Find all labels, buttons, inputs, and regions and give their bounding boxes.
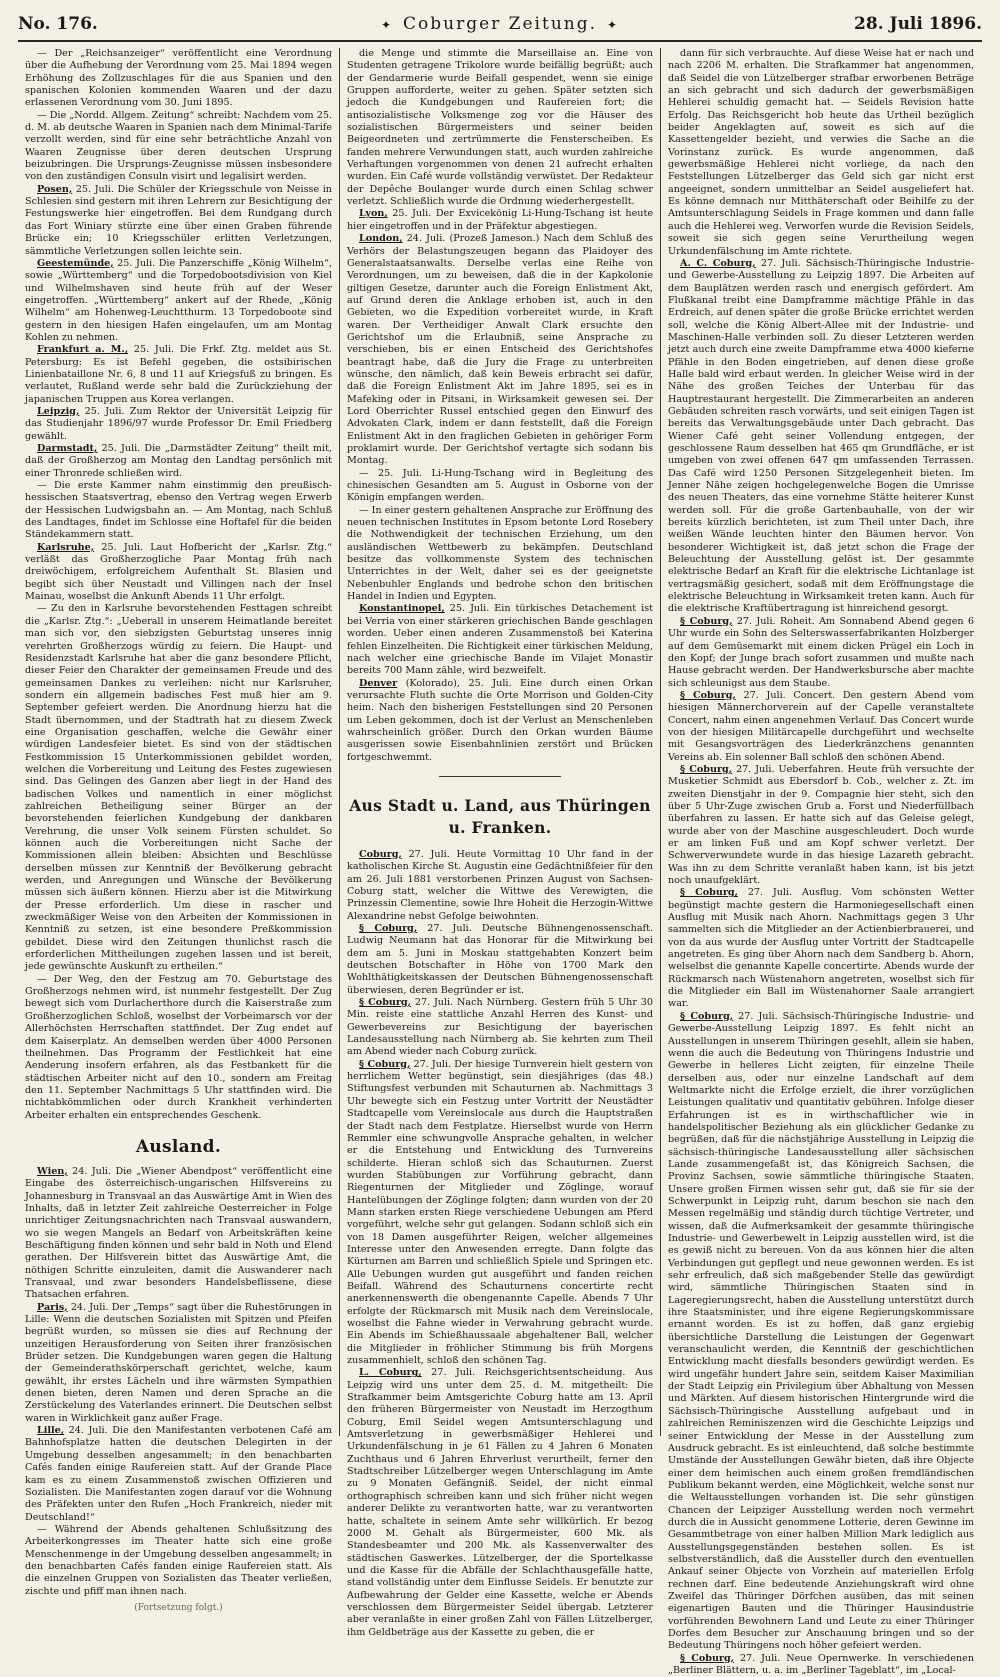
dateline: § Coburg, [680,689,736,701]
article-text: 25. Juli. Zum Rektor der Universität Leipzig für das Studienjahr 1896/97 wurde Professor Dr. Emil Friedberg gewählt. [25,405,332,442]
article-paragraph [25,443,332,480]
column-1 [18,48,339,1613]
dateline: London, [359,233,403,245]
article-text: 27. Juli. Sächsisch-Thüringische Industrie- und Gewerbe-Ausstellung Leipzig 1897. Es fehlt nicht an Ausstellungen in unserem Thüringen gesehlt, allein sie haben, wenn die auch die Bedeutung von Thüringens Industrie und Gewerbe in helleres Licht zeigten, für einzelne Theile derselben aus, oder nur einzelne Landschaft auf dem Weltmarkte nicht die Erfolge erzielt, die ihrer vorzüglichen Leistungen qualitativ und quantitativ gebühren. Infolge dieser Erfahrungen ist es in wirthschaftlicher wie in handelspolitischer Beziehung als ein glücklicher Gedanke zu begrüßen, daß für die nächstjährige Ausstellung in Leipzig die sächsisch-thüringische Landesausstellung aller sächsischen Lande zusammengefaßt ist, das Königreich Sachsen, die Provinz Sachsen, sowie sämmtliche thüringische Staaten. Unsere großen Firmen wissen sehr gut, daß sie für sie der Schwerpunkt in Leipzig ruht, darum beschon sie nach den Messen regelmäßig und ständig durch tüchtige Vertreter, und wissen, daß die Aufmerksamkeit der gesammte thüringische Industrie- und Gewerbewelt in Leipzig ausstellen wird, ist die es gewiß nicht zu bereuen. Von da aus können hier die alten Verbindungen gut gepflegt und neue gewonnen werden. Es ist sehr erfreulich, daß sich maßgebender Stelle das gewürdigt wird, sämmtliche Thüringischen Staaten sind in Lageregierungsrecht, haben die Ausstellung unterstützt durch ihre Staatsminister, und ihre eigene Regierungskommissare ernannt worden. Es ist zu hoffen, daß ganz ergiebig übersichtliche Darstellung die Leistungen der Gegenwart veranschaulicht werden, die Kenntniß der geschichtlichen Entwicklung macht diesfalls besonders gewürdigt werden. Es wird ungefähr hundert Jahre sein, seitdem Kaiser Maximilian der Stadt Leipzig ein Privilegium über Abhaltung von Messen und Märkten. Auf diesem historischen Hintergrunde wird die Sächsisch-Thüringische Ausstellung aufgebaut und in zahlreichen Reminiszenzen wird die Geschichte Leipzigs und seiner Entwicklung der Messe in der Ausstellung zum Ausdruck gebracht. Es ist einleuchtend, daß solche bestimmte Umstände der Ausstellungen Gewähr bieten, daß ihre Objecte einer dem heimischen auch einem großen fremdländischen Publikum bekannt werden, eine Möglichkeit, welche sonst nur die Weltausstellungen vorhanden ist. Die sehr günstigen Chancen der Leipziger Ausstellung werden noch vermehrt durch die in Aussicht genommene Lotterie, deren Gewinne im Gesammtbetrage von einer halben Million Mark lediglich aus Ausstellungsgegenständen bestehen sollen. Es ist selbstverständlich, daß die Aussteller durch den eventuellen Ankauf seiner Objecte von Vorzhein auf materiellen Erfolg rechnen darf. Eine bedeutende Anziehungskraft wird ohne Zweifel das Thüringer Dörfchen ausüben, das mit seinen eigenartigen Bauten und die Thüringer Hausindustrie vorführenden Bewohnern Land und Leute zu einer Thüringer Dorfes dem Besucher zur Anschauung bringen und so der Bedeutung Thüringens noch höher gefeiert werden. [668,1010,974,1652]
article-paragraph [347,997,653,1059]
article-text: 24. Juli. Die „Wiener Abendpost“ veröffentlicht eine Eingabe des österreichisch-ungarischen Hilfsvereins zu Johannesburg in Transvaal an das Auswärtige Amt in Wien des Inhalts, daß in letzter Zeit zahlreiche Oesterreicher in Folge unrichtiger Zeitungsnachrichten nach Transvaal auswandern, wo sie wegen Mangels an Bedarf von Arbeitskräften keine Beschäftigung finden können und sehr bald in Noth und Elend gerathen. Der Hilfsverein bittet das Auswärtige Amt, die nöthigen Schritte einzuleiten, damit die Auswanderer nach Transvaal, und zwar besonders Handelsbeflissene, diese Thatsachen erfahren. [25,1165,332,1301]
article-text: 25. Juli. Der Exvicekönig Li-Hung-Tschang ist heute hier eingetroffen und in der Präfektur abgestiegen. [347,208,653,232]
column-2 [339,48,660,1638]
article-paragraph [25,406,332,443]
newspaper-title [371,14,629,34]
article-text: 25. Juli. Die Schüler der Kriegsschule von Neisse in Schlesien sind gestern mit ihren Lehrern zur Besichtigung der Festungswerke hier eingetroffen. Bei dem Rundgang durch das Fort Winiary stürzte eine über einen Graben führende Brücke ein; 10 Kriegsschüler erlitten Verletzungen, sämmtliche Verletzungen sollen leichte sein. [25,183,332,257]
article-paragraph [25,542,332,604]
article-text: (Kolorado), 25. Juli. Eine durch einen Orkan verursachte Fluth suchte die Orte Morrison und Golden-City heim. Nach den bisherigen Feststellungen sind 20 Personen um Leben gekommen, doch ist der Verlust an Menschenleben wahrscheinlich größer. Durch den Orkan wurden Bäume ausgerissen sowie Eisenbahnlinien zerstört und Brücken fortgeschwemmt. [347,677,653,763]
article-paragraph: — Die „Nordd. Allgem. Zeitung“ schreibt: Nachdem vom 25. d. M. ab deutsche Waaren in Spanien nach dem Minimal-Tarife verzollt werden, sind für eine sehr beträchtliche Anzahl von Waaren Zeugnisse über deren deutschen Ursprung beizubringen. Die Ursprungs-Zeugnisse müssen insbesondere von den zuständigen Consuln visirt und legalisirt werden. [25,109,332,183]
dateline: Darmstadt, [37,443,98,454]
article-text: 25. Juli. Die „Darmstädter Zeitung“ theilt mit, daß der Großherzog am Montag den Landtag persönlich mit einer Thronrede schließen wird. [25,443,332,479]
article-paragraph [668,616,974,690]
article-paragraph: die Menge und stimmte die Marseillaise an. Eine von Studenten getragene Trikolore wurde beifällig begrüßt; auch der Gendarmerie wurde Beifall gespendet, wenn sie einige Gruppen aufforderte, weiter zu gehen. Später setzten sich jedoch die Kundgebungen und Raufereien fort; die antisozialistische Volksmenge zog vor die Häuser des sozialistischen Bürgermeisters und seiner beiden Beigeordneten und zertrümmerte die Fensterscheiben. Es fanden mehrere Verwundungen statt, auch wurden zahlreiche Verhaftungen vorgenommen von denen 21 aufrecht erhalten wurden. Ein Café wurde vollständig verwüstet. Der Redakteur der Depêche Boulanger wurde durch einen Schlag schwer verletzt. Schließlich wurde die Ordnung wiederhergestellt. [347,48,653,208]
dateline: § Coburg, [359,997,411,1009]
dateline: Leipzig, [37,405,80,417]
article-text: 24. Juli. Der „Temps“ sagt über die Ruhestörungen in Lille: Wenn die deutschen Sozialisten mit Spitzen und Pfeifen begrüßt wurden, so müssen sie dies auf Rechnung der unzeitigen Herausforderung von Seiten ihrer französischen Brüder setzen. Die Kundgebungen waren gegen die Haltung der Gemeinderathskörperschaft gerichtet, welche, kaum gewählt, ihr erstes Lächeln und ihre wärmsten Sympathien denen bieten, deren Namen und deren Sprache an die Zerstückelung des Vaterlandes erinnert. Die Deutschen selbst waren in Wirklichkeit ganz außer Frage. [25,1301,332,1424]
dateline: § Coburg, [680,1652,735,1664]
article-text: 27. Juli. Ausflug. Vom schönsten Wetter begünstigt machte gestern die Harmoniegesellschaft einen Ausflug mit Musik nach Ahorn. Nachmittags gegen 3 Uhr sammelten sich die Mitglieder an der Actienbierbrauerei, und von da aus wurde der Ausflug unter Vortritt der Stadtcapelle angetreten. Es ging über Ahorn nach dem Sandberg b. Ahorn, welselbst die genannte Kapelle concertirte. Abends wurde der Rückmarsch nach Wüstenahorn angetreten, woselbst sich für die Mitglieder ein Ball im Wüstenahorner Saale arrangiert war. [668,887,974,1010]
dateline: Frankfurt a. M., [37,344,129,356]
dateline: Paris, [37,1301,68,1313]
dateline: § Coburg, [680,1010,734,1022]
dateline: Lyon, [359,208,388,220]
article-paragraph: — Die erste Kammer nahm einstimmig den preußisch-hessischen Staatsvertrag, ebenso den Vertrag wegen Erwerb der Hessischen Ludwigsbahn an. — Am Montag, nach Schluß des Landtages, findet im Schlosse eine Hoftafel für die beiden Ständekammern statt. [25,480,332,541]
article-paragraph [25,1425,332,1524]
continuation-note: (Fortsetzung folgt.) [134,1602,223,1613]
article-paragraph [347,233,653,468]
article-paragraph [668,764,974,887]
article-paragraph [347,923,653,997]
article-text: 27. Juli. Concert. Den gestern Abend vom hiesigen Männerchorverein auf der Capelle veranstaltete Concert, nahm einen angenehmen Verlauf. Das Concert wurde von der hiesigen Militärcapelle durchgeführt und wechselte mit Gesangsvorträgen des Liederkränzchens genannten Vereins ab. Ein solenner Ball schloß den schönen Abend. [668,689,974,763]
article-paragraph: dann für sich verbrauchte. Auf diese Weise hat er nach und nach 2206 M. erhalten. Die Strafkammer hat angenommen, daß Seidel die von Lützelberger strafbar erworbenen Beträge an sich gebracht und sich dadurch der gewerbsmäßigen Hehlerei schuldig gemacht hat. — Seidels Revision hatte Erfolg. Das Reichsgericht hob heute das Urtheil bezüglich beider Angeklagten auf, soweit es sich auf die Kassettengelder bezieht, und verwies die Sache an die Vorinstanz zurück. Es wurde angenommen, daß gewerbsmäßige Hehlerei nicht vorliege, da nach den Feststellungen Lützelberger das Geld sich gar nicht erst angeeignet, sondern unmittelbar an Seidel ausgeliefert hat. Es könne demnach nur Mitthäterschaft oder Beihilfe zu der Amtsunterschlagung Seidels in Frage kommen und dann falle auch die Hehlerei weg. Verworfen wurde die Revision Seidels, soweit sie sich gegen seine Verurtheilung wegen Urkundenfälschung im Amte richtete. [668,48,974,257]
article-text: 27. Juli. Sächsisch-Thüringische Industrie- und Gewerbe-Ausstellung zu Leipzig 1897. Die Arbeiten auf dem Bauplätzen werden rasch und energisch gefördert. Am Flußkanal treibt eine Dampframme mächtige Pfähle in das Erdreich, auf denen später die große Brücke errichtet werden soll, welche die König Albert-Allee mit der Industrie- und Maschinen-Halle verbinden soll. Zu dieser Letzteren werden jetzt auch durch eine zweite Dampframme etwa 4000 kieferne Pfähle in den Boden eingetrieben, auf denen diese große Halle bald wird erbaut werden. In gleicher Weise wird in der Nähe des großen Teiches der Unterbau für das Hauptrestaurant hergestellt. Die Zimmerarbeiten an anderen Gebäuden schreiten rasch vorwärts, und seit einigen Tagen ist bereits das Verwaltungsgebäude unter Dach gebracht. Das Wiener Café geht seiner Vollendung entgegen, der geschlossene Raum desselben hat 465 qm Grundfläche, er ist umgeben von zwei offenen 647 qm umfassenden Terrassen. Das Café wird 1250 Personen Sitzgelegenheit bieten. Im Jenner Nähe zeigen hochgelegenwelche Bogen die Umrisse des neuen Theaters, das eine vornehme Stätte heiterer Kunst werden soll. Für die große Gartenbauhalle, von der wir bereits kürzlich berichteten, ist zum Theil unter Dach, ihre weißen Wände leuchten hinter den Bäumen hervor. Von besonderer Wichtigkeit ist, daß jetzt schon die Frage der Beleuchtung der Ausstellung gelöst ist. Der gesammte elektrische Bedarf an Kraft für die elektrische Lichtanlage ist vertragsmäßig gesichert, sodaß mit dem Eröffnungstage die elektrische Beleuchtung in Wirksamkeit treten kann. Auch für die elektrische Kraftübertragung ist hinreichend gesorgt. [668,257,975,615]
issue-date: 28. Juli 1896. [854,14,982,34]
article-paragraph [347,603,653,677]
dateline: Lille, [37,1425,65,1437]
dateline: Geestemünde, [37,257,114,269]
column-3 [660,48,981,1677]
article-paragraph: — Der „Reichsanzeiger“ veröffentlicht eine Verordnung über die Aufhebung der Verordnung vom 25. Mai 1894 wegen Erhöhung des Zollzuschlages für die aus Spanien und den spanischen Kolonien kommenden Waaren und der dazu erlassenen Verordnung vom 30. Juni 1895. [25,48,332,109]
dateline: § Coburg, [680,887,738,899]
dateline: Posen, [37,183,73,195]
article-paragraph: — In einer gestern gehaltenen Ansprache zur Eröffnung des neuen technischen Institutes in Epsom betonte Lord Rosebery die Nothwendigkeit der technischen Erziehung, um den ausländischen Wettbewerb zu bekämpfen. Deutschland besitze das vollkommenste System des technischen Unterrichtes in der Welt, daher sei es der geeignetste Nebenbuhler Englands und bedrohe schon den britischen Handel in Indien und Egypten. [347,504,653,603]
article-paragraph: — Zu den in Karlsruhe bevorstehenden Festtagen schreibt die „Karlsr. Ztg.“: „Ueberall in unserem Heimatlande bereitet man sich vor, den siebzigsten Geburtstag unseres innig verehrten Großherzogs würdig zu feiern. Die Haupt- und Residenzstadt Karlsruhe hat aber die ganz besondere Pflicht, dieser Feier den Charakter der gemeinsamen Freude und des gemeinsamen Dankes zu verleihen: nicht nur Karlsruher, sondern ein allgemein badisches Fest muß hier am 9. September gefeiert werden. Die Anordnung hierzu hat die Stadt übernommen, und der Stadtrath hat zu diesem Zweck eine Organisation geschaffen, welche die Gewähr einer würdigen Landesfeier bietet. Es sind von der städtischen Festkommission 15 Unterkommissionen gebildet worden, welchen die Vorbereitung und Leitung des Festes zugewiesen sind. Das Gelingen des Ganzen aber liegt in der Hand des badischen Volkes und namentlich in einer möglichst zahlreichen Betheiligung seiner Bürger an der bevorstehenden feierlichen Kundgebung der dankbaren Verehrung, die unser Volk seinem Fürsten schuldet. So können auch die Vorbereitungen nicht Sache der Kommissionen allein bleiben: Absichten und Beschlüsse derselben müssen zur Kenntniß der Bevölkerung gebracht werden, und Anregungen und Wünsche der Bevölkerung müssen sich äußern können. Hierzu aber ist die Mitwirkung der Presse erforderlich. Um diese in rascher und zweckmäßiger Weise von den Arbeiten der Kommissionen in Kenntniß zu setzen, ist eine besondere Preßkommission gebildet. Diese wird den Zeitungen thunlichst rasch die erforderlichen Mittheilungen zugehen lassen und ist bereit, jede gewünschte Auskunft zu ertheilen.“ [25,603,332,973]
article-paragraph [25,344,332,406]
dateline: Konstantinopel, [359,603,445,615]
article-text: 25. Juli. Laut Hofbericht der „Karlsr. Ztg.“ verläßt das Großherzogliche Paar Montag früh nach dreiwöchigem, erfolgreichem Aufenthalt St. Blasien und begibt sich über Neustadt und Villingen nach der Insel Mainau, woselbst die Ankunft Abends 11 Uhr erfolgt. [25,541,332,603]
article-paragraph [25,184,332,258]
article-paragraph [668,887,974,1010]
article-text: 27. Juli. Reichsgerichtsentscheidung. Aus Leipzig wird uns unter dem 25. d. M. mitgetheilt: Die Strafkammer beim Amtsgerichte Coburg hatte am 13. April den früheren Bürgermeister von Neustadt im Herzogthum Coburg, Emil Seidel wegen Amtsunterschlagung und Amtsverletzung in gewerbsmäßiger Hehlerei und Urkundenfälschung in je 61 Fällen zu 4 Jahren 6 Monaten Zuchthaus und 6 Jahren Ehrverlust verurtheilt, ferner den Stadtschreiber Lützelberger wegen Unterschlagung im Amte zu 9 Monaten Gefängniß. Seidel, der nicht einmal orthographisch schreiben kann und sich früher nicht wegen anderer Delikte zu verantworten hatte, war zu verantworten hatte, schaltete in seinem Amte sehr willkürlich. Er bezog 2000 M. Gehalt als Bürgermeister, 600 Mk. als Standesbeamter und 200 Mk. als Kassenverwalter des städtischen Gaswerkes. Lützelberger, der die Sportelkasse und die Kasse für die Abfälle der Schlachthausgefälle hatte, stand vollständig unter dem Einflusse Seidels. Er benutzte zur Aufbewahrung der Gelder eine Kassette, welche er Abends verschlossen dem Bürgermeister Seidel übergab. Letzterer aber veranlaßte in einer großen Zahl von Fällen Lützelberger, ihm Geldbeträge aus der Kassette zu geben, die er [347,1367,653,1638]
article-paragraph [25,1166,332,1302]
section-divider [439,776,561,777]
section-heading: Ausland. [135,1136,222,1157]
dateline: Karlsruhe, [37,541,95,553]
article-text: 24. Juli. (Prozeß Jameson.) Nach dem Schluß des Verhörs der Belastungszeugen begann das Plaidoyer des Generalstaatsanwalts. Derselbe verlas eine Reihe von Verordnungen, um zu beweisen, daß die in der Kapkolonie giltigen Gesetze, darunter auch die Foreign Enlistment Akt, auf Grund deren die Anklage erhoben ist, auch in den Gebieten, wo die Expedition vorbereitet wurde, in Kraft waren. Der Vertheidiger Anwalt Clark ersuchte den Gerichtshof um die Erlaubniß, seine Ansprache zu verschieben, bis er einen Entscheid des Gerichtshofes beantragt habe, daß die Jury die Frage zu unterbreiten wünsche, den nämlich, daß kein Beweis erbracht sei dafür, daß die Foreign Enlistment Akt im Jahre 1895, sei es in Mafeking oder in Pitsani, in Wirksamkeit gewesen sei. Der Lord Oberrichter Russel entschied gegen den Einwurf des Advokaten Clark, indem er dann feststellt, daß die Foreign Enlistment Akt in den fraglichen Gebieten in gehöriger Form proklamirt wurde. Der Gerichtshof vertagte sich sodann bis Montag. [347,233,653,467]
left-ornament-icon: ✦ [380,17,393,32]
article-text: 27. Juli. Deutsche Bühnengenossenschaft. Ludwig Neumann hat das Honorar für die Mitwirkung bei dem am 5. Juni in Moskau stattgehabten Konzert beim deutschen Botschafter in Höhe von 1700 Mark den Wohlthätigkeitskassen der Deutschen Bühnengenossenschaft überwiesen, deren Begründer er ist. [347,923,653,996]
article-text: 27. Juli. Der hiesige Turnverein hielt gestern von herrlichem Wetter begünstigt, sein diesjähriges (das 48.) Stiftungsfest verbunden mit Schauturnen ab. Nachmittags 3 Uhr bewegte sich ein Festzug unter Vortritt der Neustädter Stadtcapelle vom Vereinslocale aus durch die Hauptstraßen der Stadt nach dem Festplatze. Hierselbst wurde von Herrn Remmler eine schwungvolle Ansprache gehalten, in welcher er die Entstehung und Entwicklung des Turnvereins schilderte. Hieran schloß sich das Schauturnen. Zuerst wurden Stabübungen zur Vorführung gebracht, dann Riegenturnen der Mitglieder und Zöglinge, worauf Hantelübungen der Zöglinge folgten; dann wurden von der 20 Mann starken ersten Riege verschiedene Uebungen am Pferd vorgeführt, welche sehr gut gelangen. Sodann schloß sich ein von 18 Damen ausgeführter Reigen, welcher allgemeines Interesse unter den Anwesenden erregte. Dann folgte das Kürturnen am Barren und schließlich Spiele und Springen etc. Alle Uebungen wurden gut ausgeführt und fanden reichen Beifall. Während des Schauturnens concertirte recht anerkennenswerth die obengenannte Capelle. Abends 7 Uhr erfolgte der Rückmarsch mit Musik nach dem Vereinslocale, woselbst die Fahne wieder in Verwahrung gebracht wurde. Ein Abends im Schießhaussaale abgehaltener Ball, welcher die Mitglieder in fröhlicher Stimmung bis früh Morgens zusammenhielt, schloß den schönen Tag. [347,1058,653,1367]
issue-number: No. 176. [18,14,98,34]
dateline: § Coburg, [359,1058,411,1070]
article-paragraph [668,1653,974,1677]
article-text: 25. Juli. Ein türkisches Detachement ist bei Verria von einer stärkeren griechischen Bande geschlagen worden. Ueber einen anderen Zusammenstoß bei Katerina fehlen Einzelheiten. Die Richtigkeit einer türkischen Meldung, nach welcher eine griechische Bande im Vilajet Monastir bereits 700 Mann zähle, wird bezweifelt. [347,603,653,677]
article-text: 24. Juli. Die den Manifestanten verbotenen Café am Bahnhofsplatze hatten die deutschen Delegirten in der Umgebung desselben angesammelt; in den benachbarten Cafés fanden einige Raufereien statt. Auf der Grande Place kam es zu einem Zusammenstoß zwischen Offizieren und Sozialisten. Die Manifestanten zogen darauf vor die Wohnung des Präfekten unter den Rufen „Hoch Frankreich, nieder mit Deutschland!“ [25,1425,332,1523]
newspaper-title-text: Coburger Zeitung. [403,14,597,34]
article-paragraph [347,208,653,233]
article-text: 25. Juli. Die Panzerschiffe „König Wilhelm“, sowie „Württemberg“ und die Torpedobootsdivision von Kiel und Wilhelmshaven sind heute früh auf der Weser eingetroffen. „Württemberg“ ankert auf der Rhede, „König Wilhelm“ am Hohenweg-Leuchtthurm. 13 Torpedoboote sind gestern in den hiesigen Hafen eingelaufen, um am Montag Kohlen zu nehmen. [25,257,332,343]
article-paragraph: — Während der Abends gehaltenen Schlußsitzung des Arbeiterkongresses im Theater hatte sich eine große Menschenmenge in der Umgebung desselben angesammelt; in den benachbarten Cafés fanden einige Raufereien statt. Als die einzelnen Gruppen von Sozialisten das Theater verließen, zischte und pfiff man ihnen nach. [25,1523,332,1597]
dateline: L. Coburg, [359,1367,422,1379]
article-paragraph [347,1059,653,1368]
article-text: 27. Juli. Roheit. Am Sonnabend Abend gegen 6 Uhr wurde ein Sohn des Selterswasserfabrikanten Holzberger auf dem Gemüsemarkt mit einem dicken Prügel ein Loch in den Kopf; der Junge brach sofort zusammen und mußte nach Hause gebracht werden. Der Handwerksbursche aber machte sich schleunigst aus dem Staube. [668,615,974,689]
article-paragraph [25,1302,332,1425]
dateline: § Coburg, [680,615,733,627]
article-paragraph [347,1367,653,1639]
article-text: 27. Juli. Neue Opernwerke. In verschiedenen „Berliner Blättern, u. a. im „Berliner Tageblatt“, im „Local- [668,1652,974,1677]
article-text: 27. Juli. Nach Nürnberg. Gestern früh 5 Uhr 30 Min. reiste eine stattliche Anzahl Herren des Kunst- und Gewerbevereins zur Besichtigung der bayerischen Landesausstellung nach Nürnberg ab. Sie kehrten zum Theil am Abend wieder nach Coburg zurück. [347,997,653,1058]
column-container [18,48,982,1677]
masthead [18,14,982,42]
dateline: Coburg, [359,848,402,860]
dateline: § Coburg, [359,923,418,934]
article-paragraph [668,258,974,616]
article-paragraph [347,678,653,764]
article-paragraph: — Der Weg, den der Festzug am 70. Geburtstage des Großherzogs nehmen wird, ist nunmehr festgestellt. Der Zug bewegt sich vom Durlacherthore durch die Kaiserstraße zum Großherzoglichen Schloß, woselbst der Vorbeimarsch vor der Allerhöchsten Herrschaften stattfindet. Der Zug endet auf dem Kaiserplatz. An demselben werden über 4000 Personen theilnehmen. Das Programm der Festlichkeit hat eine Aenderung insofern erfahren, als das Festbankett für die städtischen Arbeiter nicht auf den 10., sondern am Freitag den 11. September Nachmittags 5 Uhr stattfinden wird. Die nichtabkömmlichen oder durch Krankheit verhinderten Arbeiter erhalten ein entsprechendes Geschenk. [25,973,332,1121]
right-ornament-icon: ✦ [607,17,620,32]
dateline: A. C. Coburg, [680,257,756,269]
article-paragraph: — 25. Juli. Li-Hung-Tschang wird in Begleitung des chinesischen Gesandten am 5. August in Osborne von der Königin empfangen werden. [347,467,653,504]
article-text: 27. Juli. Heute Vormittag 10 Uhr fand in der katholischen Kirche St. Augustin eine Gedächtnißfeier für den am 26. Juli 1881 verstorbenen Prinzen August von Sachsen-Coburg statt, welcher die Wittwe des Verewigten, die Prinzessin Clementine, sowie Ihre Hoheit die Herzogin-Wittwe Alexandrine nebst Gefolge beiwohnten. [347,848,653,922]
article-paragraph [668,690,974,764]
dateline: § Coburg, [680,763,733,775]
dateline: Denver [359,677,398,689]
article-paragraph [25,258,332,344]
article-paragraph [347,849,653,923]
dateline: Wien, [37,1165,68,1177]
article-paragraph [668,1011,974,1653]
article-text: 27. Juli. Ueberfahren. Heute früh versuchte der Musketier Schmidt aus Ebersdorf b. Cob., welcher z. Zt. im zweiten Dienstjahr in der 9. Compagnie hier steht, sich den über 5 Uhr-Zuge zwischen Grub a. Forst und Niederfüllbach überfahren zu lassen. Er hatte sich auf das Geleise gelegt, wurde aber von der Maschine ausgeschleudert. Doch wurde er am linken Fuß und am Kopf schwer verletzt. Der Schwerverwundete wurde in das hiesige Lazareth gebracht. Was ihn zu dem Schritte veranlaßt haben kann, ist bis jetzt noch unaufgeklärt. [668,763,974,887]
article-text: 25. Juli. Die Frkf. Ztg. meldet aus St. Petersburg: Es ist Befehl gegeben, die ostsibirischen Linienbataillone Nr. 6, 8 und 11 auf Kriegsfuß zu bringen. Es verlautet, Rußland werde sehr bald die Zurückziehung der japanischen Truppen aus Korea verlangen. [25,344,332,405]
section-heading: Aus Stadt u. Land, aus Thüringen u. Franken. [349,795,651,837]
